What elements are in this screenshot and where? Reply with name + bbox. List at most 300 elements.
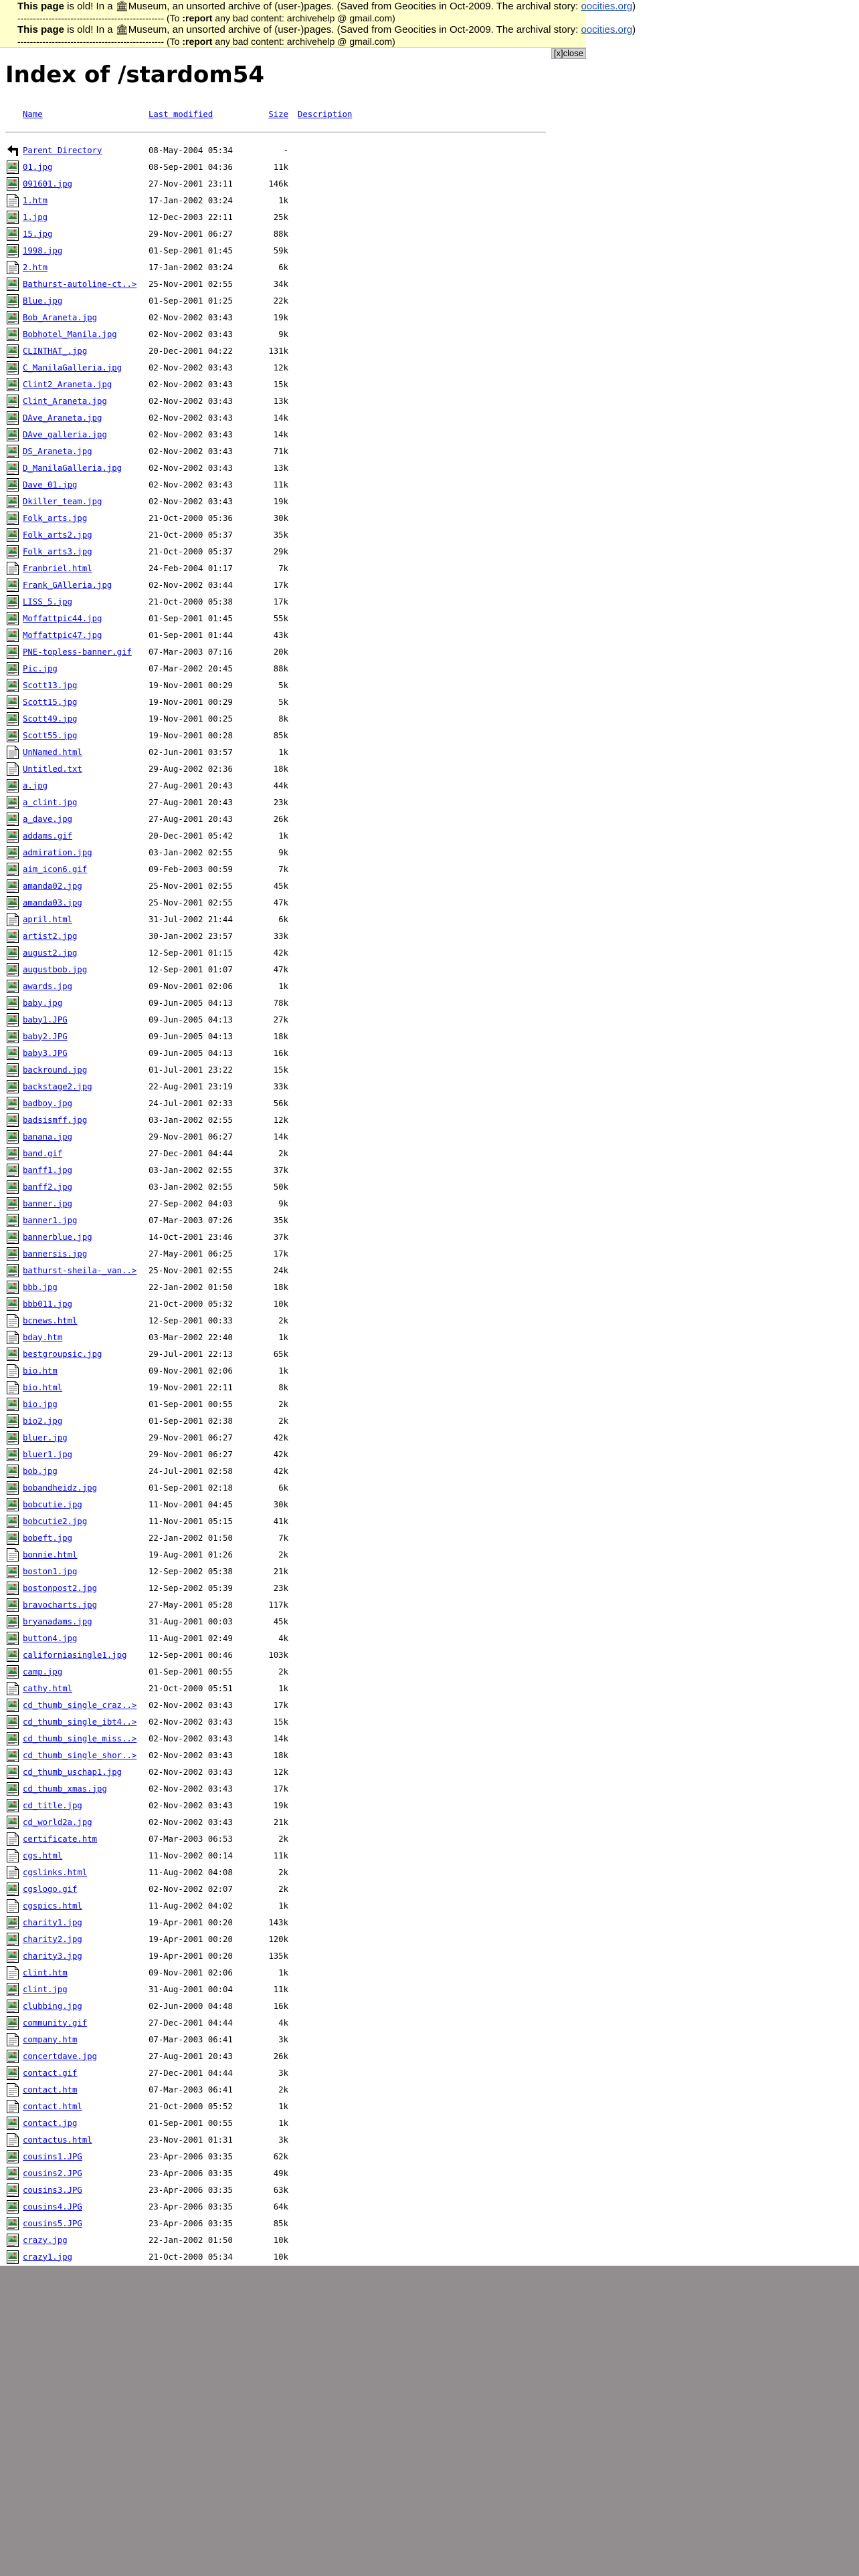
- file-link[interactable]: bio.jpg: [23, 1399, 58, 1409]
- file-link[interactable]: community.gif: [23, 2018, 88, 2028]
- file-modified: 21-Oct-2000 05:38: [149, 597, 233, 607]
- file-link[interactable]: banff2.jpg: [23, 1182, 73, 1192]
- archive-link[interactable]: oocities.org: [581, 24, 633, 35]
- file-link[interactable]: D_ManilaGalleria.jpg: [23, 463, 122, 473]
- file-row: [5, 175, 546, 192]
- file-modified: 25-Nov-2001 02:55: [149, 1265, 233, 1275]
- file-size: 12k: [273, 1767, 288, 1777]
- report-email: any bad content: archivehelp @ gmail.com): [212, 13, 395, 23]
- file-link[interactable]: Moffattpic44.jpg: [23, 613, 102, 623]
- sort-by-description-link[interactable]: Description: [298, 110, 353, 119]
- image-icon: [5, 1564, 23, 1579]
- file-modified: 29-Jul-2001 22:13: [149, 1349, 233, 1359]
- file-row: [5, 1580, 546, 1596]
- file-modified: 03-Jan-2002 02:55: [149, 1115, 233, 1125]
- file-modified: 01-Sep-2001 01:25: [149, 296, 233, 306]
- image-icon: [5, 1096, 23, 1111]
- image-icon: [5, 1046, 23, 1061]
- file-modified: 31-Jul-2002 21:44: [149, 914, 233, 924]
- file-row: [5, 2081, 546, 2098]
- file-row: [5, 576, 546, 593]
- file-link[interactable]: bonnie.html: [23, 1549, 78, 1560]
- file-link[interactable]: boston1.jpg: [23, 1566, 78, 1576]
- file-modified: 27-Dec-2001 04:44: [149, 1148, 233, 1158]
- file-link[interactable]: backround.jpg: [23, 1065, 88, 1075]
- file-link[interactable]: cd_thumb_uschap1.jpg: [23, 1767, 122, 1777]
- file-link[interactable]: charity2.jpg: [23, 1934, 82, 1944]
- image-icon: [5, 2049, 23, 2064]
- file-link[interactable]: contact.gif: [23, 2068, 78, 2078]
- file-link[interactable]: certificate.htm: [23, 1834, 98, 1844]
- file-link[interactable]: bestgroupsic.jpg: [23, 1349, 102, 1359]
- file-size: 6k: [278, 914, 288, 924]
- file-link[interactable]: Frank_GAlleria.jpg: [23, 580, 112, 590]
- file-link[interactable]: bannersis.jpg: [23, 1249, 88, 1259]
- file-modified: 23-Nov-2001 01:31: [149, 2135, 233, 2145]
- file-link[interactable]: Clint2_Araneta.jpg: [23, 379, 112, 389]
- file-modified: 25-Nov-2001 02:55: [149, 279, 233, 289]
- file-link[interactable]: bravocharts.jpg: [23, 1600, 98, 1610]
- file-row: [5, 877, 546, 894]
- banner-report-line: [0, 13, 586, 23]
- file-modified: 02-Nov-2002 03:43: [149, 413, 233, 423]
- image-icon: [5, 1497, 23, 1512]
- file-row: [5, 1195, 546, 1212]
- image-icon: [5, 427, 23, 442]
- file-size: 8k: [278, 714, 288, 724]
- file-row: [5, 961, 546, 978]
- file-link[interactable]: Folk_arts3.jpg: [23, 546, 92, 556]
- image-icon: [5, 845, 23, 860]
- file-link[interactable]: Untitled.txt: [23, 764, 82, 774]
- file-link[interactable]: Blue.jpg: [23, 296, 63, 306]
- banner-end: ): [632, 24, 636, 35]
- file-link[interactable]: contact.jpg: [23, 2118, 78, 2128]
- file-link[interactable]: charity3.jpg: [23, 1951, 82, 1961]
- file-link[interactable]: Scott15.jpg: [23, 697, 78, 707]
- file-link[interactable]: Pic.jpg: [23, 663, 58, 673]
- file-size: 88k: [273, 663, 288, 673]
- file-modified: 19-Nov-2001 00:28: [149, 730, 233, 740]
- file-size: 63k: [273, 2185, 288, 2195]
- file-modified: 21-Oct-2000 05:36: [149, 513, 233, 523]
- file-link[interactable]: bio2.jpg: [23, 1416, 63, 1426]
- file-size: 14k: [273, 1132, 288, 1142]
- file-modified: 02-Nov-2002 03:43: [149, 1767, 233, 1777]
- file-link[interactable]: banner1.jpg: [23, 1215, 78, 1225]
- file-row: [5, 2064, 546, 2081]
- file-modified: 11-Aug-2002 04:02: [149, 1901, 233, 1911]
- file-size: 2k: [278, 1399, 288, 1409]
- file-link[interactable]: bobcutie2.jpg: [23, 1516, 88, 1526]
- file-modified: 03-Mar-2002 22:40: [149, 1332, 233, 1342]
- file-link[interactable]: august2.jpg: [23, 948, 78, 958]
- file-link[interactable]: concertdave.jpg: [23, 2051, 98, 2061]
- file-modified: 27-Dec-2001 04:44: [149, 2018, 233, 2028]
- file-link[interactable]: crazy1.jpg: [23, 2252, 73, 2262]
- file-link[interactable]: aim_icon6.gif: [23, 864, 88, 874]
- file-row: [5, 2248, 546, 2265]
- file-link[interactable]: baby1.JPG: [23, 1014, 68, 1025]
- file-link[interactable]: cd_world2a.jpg: [23, 1817, 92, 1827]
- file-row: [5, 1329, 546, 1346]
- file-link[interactable]: a_dave.jpg: [23, 814, 73, 824]
- file-link[interactable]: augustbob.jpg: [23, 964, 88, 974]
- file-size: 3k: [278, 2068, 288, 2078]
- file-link[interactable]: banner.jpg: [23, 1198, 73, 1208]
- text-icon: [5, 2099, 23, 2114]
- file-size: 20k: [273, 647, 288, 657]
- file-link[interactable]: bluer.jpg: [23, 1432, 68, 1442]
- file-link[interactable]: CLINTHAT_.jpg: [23, 346, 88, 356]
- file-link[interactable]: bbb.jpg: [23, 1282, 58, 1292]
- text-icon: [5, 2032, 23, 2047]
- file-size: 135k: [268, 1951, 288, 1961]
- image-icon: [5, 895, 23, 910]
- file-link[interactable]: Scott13.jpg: [23, 680, 78, 690]
- file-modified: 11-Aug-2001 02:49: [149, 1633, 233, 1643]
- file-link[interactable]: bannerblue.jpg: [23, 1232, 92, 1242]
- file-link[interactable]: bobcutie.jpg: [23, 1499, 82, 1509]
- file-row: [5, 677, 546, 693]
- file-modified: 02-Nov-2002 03:43: [149, 379, 233, 389]
- file-link[interactable]: Clint_Araneta.jpg: [23, 396, 107, 406]
- blank-icon: [5, 107, 23, 122]
- text-icon: [5, 1865, 23, 1880]
- file-row: [5, 811, 546, 827]
- file-link[interactable]: bryanadams.jpg: [23, 1616, 92, 1626]
- file-row: [5, 1780, 546, 1797]
- file-modified: 01-Sep-2001 00:55: [149, 2118, 233, 2128]
- file-link[interactable]: charity1.jpg: [23, 1917, 82, 1927]
- file-link[interactable]: Parent Directory: [23, 145, 102, 155]
- file-modified: 29-Nov-2001 06:27: [149, 1132, 233, 1142]
- file-size: 23k: [273, 797, 288, 807]
- file-row: [5, 276, 546, 292]
- file-modified: 12-Sep-2001 00:33: [149, 1315, 233, 1325]
- file-link[interactable]: cgs.html: [23, 1850, 63, 1860]
- image-icon: [5, 795, 23, 810]
- file-row: [5, 1847, 546, 1864]
- file-link[interactable]: Dkiller_team.jpg: [23, 496, 102, 506]
- file-link[interactable]: bluer1.jpg: [23, 1449, 73, 1459]
- image-icon: [5, 1614, 23, 1629]
- image-icon: [5, 1982, 23, 1997]
- image-icon: [5, 962, 23, 977]
- file-size: 1k: [278, 981, 288, 991]
- file-link[interactable]: Folk_arts2.jpg: [23, 530, 92, 540]
- image-icon: [5, 310, 23, 325]
- sort-by-name-link[interactable]: Name: [23, 110, 43, 119]
- file-modified: 08-May-2004 05:34: [149, 145, 233, 155]
- file-modified: 21-Oct-2000 05:51: [149, 1683, 233, 1693]
- image-icon: [5, 2116, 23, 2131]
- file-link[interactable]: 01.jpg: [23, 162, 53, 172]
- file-link[interactable]: LISS_5.jpg: [23, 597, 73, 607]
- image-icon: [5, 2166, 23, 2181]
- file-modified: 01-Sep-2001 02:18: [149, 1483, 233, 1493]
- directory-listing: [5, 107, 546, 2265]
- file-row: [5, 1964, 546, 1981]
- file-size: 30k: [273, 1499, 288, 1509]
- file-row: [5, 1730, 546, 1747]
- file-link[interactable]: bathurst-sheila-_van..>: [23, 1265, 137, 1275]
- file-link[interactable]: 1.jpg: [23, 212, 48, 222]
- file-link[interactable]: a_clint.jpg: [23, 797, 78, 807]
- file-link[interactable]: company.htm: [23, 2034, 78, 2044]
- file-link[interactable]: cousins2.JPG: [23, 2168, 82, 2178]
- file-row: [5, 1763, 546, 1780]
- text-icon: [5, 1364, 23, 1378]
- file-size: 1k: [278, 747, 288, 757]
- file-row: [5, 2131, 546, 2148]
- file-modified: 29-Aug-2002 02:36: [149, 764, 233, 774]
- file-size: 146k: [268, 179, 288, 189]
- image-icon: [5, 661, 23, 676]
- file-modified: 11-Nov-2002 00:14: [149, 1850, 233, 1860]
- file-link[interactable]: bobandheidz.jpg: [23, 1483, 98, 1493]
- file-row: [5, 2165, 546, 2181]
- image-icon: [5, 1247, 23, 1261]
- file-size: 9k: [278, 1198, 288, 1208]
- file-link[interactable]: 1998.jpg: [23, 245, 63, 255]
- file-modified: 02-Nov-2002 03:43: [149, 362, 233, 372]
- file-modified: 02-Nov-2002 03:44: [149, 580, 233, 590]
- file-link[interactable]: bob.jpg: [23, 1466, 58, 1476]
- file-link[interactable]: bobeft.jpg: [23, 1533, 73, 1543]
- image-icon: [5, 1079, 23, 1094]
- file-link[interactable]: cd_thumb_single_miss..>: [23, 1733, 137, 1743]
- file-link[interactable]: cgslinks.html: [23, 1867, 88, 1877]
- image-icon: [5, 2149, 23, 2164]
- file-row: [5, 2048, 546, 2064]
- file-link[interactable]: 15.jpg: [23, 229, 53, 239]
- file-size: 26k: [273, 2051, 288, 2061]
- text-icon: [5, 762, 23, 776]
- banner-dash: ----------------------------------------------- (To: [17, 36, 183, 47]
- file-link[interactable]: bostonpost2.jpg: [23, 1583, 98, 1593]
- file-row: [5, 727, 546, 744]
- file-link[interactable]: admiration.jpg: [23, 847, 92, 857]
- file-size: 1k: [278, 1332, 288, 1342]
- file-link[interactable]: bcnews.html: [23, 1315, 78, 1325]
- image-icon: [5, 1949, 23, 1963]
- sort-by-modified-link[interactable]: Last modified: [149, 110, 213, 119]
- file-link[interactable]: april.html: [23, 914, 73, 924]
- file-link[interactable]: baby.jpg: [23, 998, 63, 1008]
- image-icon: [5, 1280, 23, 1295]
- file-link[interactable]: badsismff.jpg: [23, 1115, 88, 1125]
- file-link[interactable]: Moffattpic47.jpg: [23, 630, 102, 640]
- file-modified: 01-Sep-2001 00:55: [149, 1399, 233, 1409]
- file-link[interactable]: Bathurst-autoline-ct..>: [23, 279, 137, 289]
- file-row: [5, 844, 546, 861]
- file-modified: 14-Oct-2001 23:46: [149, 1232, 233, 1242]
- file-size: 19k: [273, 312, 288, 322]
- file-link[interactable]: Franbriel.html: [23, 563, 92, 573]
- file-modified: 07-Mar-2003 06:53: [149, 1834, 233, 1844]
- image-icon: [5, 444, 23, 459]
- file-modified: 25-Nov-2001 02:55: [149, 881, 233, 891]
- file-row: [5, 777, 546, 794]
- file-link[interactable]: PNE-topless-banner.gif: [23, 647, 132, 657]
- text-icon: [5, 1330, 23, 1345]
- file-link[interactable]: cousins1.JPG: [23, 2151, 82, 2161]
- file-row: [5, 142, 546, 158]
- file-modified: 29-Nov-2001 06:27: [149, 1432, 233, 1442]
- file-link[interactable]: cathy.html: [23, 1683, 73, 1693]
- file-link[interactable]: banana.jpg: [23, 1132, 73, 1142]
- file-link[interactable]: bday.htm: [23, 1332, 63, 1342]
- file-link[interactable]: cd_title.jpg: [23, 1800, 82, 1810]
- file-modified: 02-Nov-2002 03:43: [149, 1733, 233, 1743]
- file-row: [5, 1346, 546, 1362]
- file-modified: 19-Aug-2001 01:26: [149, 1549, 233, 1560]
- file-link[interactable]: button4.jpg: [23, 1633, 78, 1643]
- listing-header: [5, 107, 546, 122]
- file-modified: 02-Nov-2002 03:43: [149, 396, 233, 406]
- file-link[interactable]: 1.htm: [23, 195, 48, 205]
- file-rows: [5, 142, 546, 2265]
- file-link[interactable]: cousins5.JPG: [23, 2218, 82, 2228]
- file-row: [5, 209, 546, 225]
- file-link[interactable]: badboy.jpg: [23, 1098, 73, 1108]
- file-row: [5, 1111, 546, 1128]
- file-modified: 08-Sep-2001 04:36: [149, 162, 233, 172]
- file-size: 11k: [273, 1984, 288, 1994]
- file-link[interactable]: cd_thumb_single_craz..>: [23, 1700, 137, 1710]
- image-icon: [5, 862, 23, 877]
- image-icon: [5, 2183, 23, 2197]
- file-row: [5, 1830, 546, 1847]
- close-banner-button[interactable]: [x]close: [551, 48, 586, 59]
- file-row: [5, 526, 546, 543]
- file-size: 2k: [278, 1549, 288, 1560]
- file-row: [5, 1279, 546, 1295]
- file-link[interactable]: contactus.html: [23, 2135, 92, 2145]
- file-link[interactable]: 091601.jpg: [23, 179, 73, 189]
- file-modified: 09-Jun-2005 04:13: [149, 1031, 233, 1041]
- file-link[interactable]: baby2.JPG: [23, 1031, 68, 1041]
- image-icon: [5, 2233, 23, 2248]
- file-link[interactable]: Bobhotel_Manila.jpg: [23, 329, 117, 339]
- file-link[interactable]: Dave_01.jpg: [23, 479, 78, 490]
- file-link[interactable]: 2.htm: [23, 262, 48, 272]
- file-link[interactable]: amanda03.jpg: [23, 897, 82, 907]
- file-size: 44k: [273, 780, 288, 790]
- file-row: [5, 426, 546, 443]
- image-icon: [5, 628, 23, 643]
- file-modified: 01-Sep-2001 02:38: [149, 1416, 233, 1426]
- file-size: 33k: [273, 1081, 288, 1091]
- file-link[interactable]: artist2.jpg: [23, 931, 78, 941]
- file-link[interactable]: UnNamed.html: [23, 747, 82, 757]
- file-row: [5, 1680, 546, 1697]
- file-link[interactable]: addams.gif: [23, 831, 73, 841]
- file-link[interactable]: clubbing.jpg: [23, 2001, 82, 2011]
- file-link[interactable]: C_ManilaGalleria.jpg: [23, 362, 122, 372]
- file-modified: 12-Sep-2001 01:15: [149, 948, 233, 958]
- file-modified: 22-Jan-2002 01:50: [149, 1533, 233, 1543]
- file-link[interactable]: backstage2.jpg: [23, 1081, 92, 1091]
- file-size: 1k: [278, 1683, 288, 1693]
- file-modified: 01-Jul-2001 23:22: [149, 1065, 233, 1075]
- file-row: [5, 1881, 546, 1897]
- file-link[interactable]: cgspics.html: [23, 1901, 82, 1911]
- image-icon: [5, 1397, 23, 1412]
- file-link[interactable]: bbb011.jpg: [23, 1299, 73, 1309]
- file-link[interactable]: cd_thumb_xmas.jpg: [23, 1784, 107, 1794]
- file-modified: 27-Aug-2001 20:43: [149, 814, 233, 824]
- file-link[interactable]: banff1.jpg: [23, 1165, 73, 1175]
- file-row: [5, 1563, 546, 1580]
- file-link[interactable]: a.jpg: [23, 780, 48, 790]
- file-link[interactable]: DAve_galleria.jpg: [23, 429, 107, 439]
- image-icon: [5, 979, 23, 994]
- file-modified: 03-Jan-2002 02:55: [149, 1182, 233, 1192]
- file-modified: 21-Oct-2000 05:37: [149, 530, 233, 540]
- image-icon: [5, 946, 23, 960]
- text-icon: [5, 912, 23, 927]
- file-link[interactable]: Bob_Araneta.jpg: [23, 312, 98, 322]
- file-link[interactable]: californiasingle1.jpg: [23, 1650, 127, 1660]
- file-link[interactable]: cousins4.JPG: [23, 2202, 82, 2212]
- file-size: 14k: [273, 413, 288, 423]
- file-link[interactable]: DS_Araneta.jpg: [23, 446, 92, 456]
- file-link[interactable]: cousins3.JPG: [23, 2185, 82, 2195]
- file-modified: 12-Sep-2002 05:38: [149, 1566, 233, 1576]
- file-modified: 12-Sep-2002 05:39: [149, 1583, 233, 1593]
- file-link[interactable]: bio.html: [23, 1382, 63, 1392]
- file-row: [5, 326, 546, 342]
- file-link[interactable]: clint.htm: [23, 1967, 68, 1977]
- image-icon: [5, 1196, 23, 1211]
- file-row: [5, 994, 546, 1011]
- file-link[interactable]: amanda02.jpg: [23, 881, 82, 891]
- file-modified: 21-Oct-2000 05:32: [149, 1299, 233, 1309]
- file-size: 2k: [278, 1148, 288, 1158]
- archive-link[interactable]: oocities.org: [581, 1, 633, 12]
- file-link[interactable]: clint.jpg: [23, 1984, 68, 1994]
- file-modified: 25-Nov-2001 02:55: [149, 897, 233, 907]
- file-link[interactable]: bio.htm: [23, 1366, 58, 1376]
- file-link[interactable]: cd_thumb_single_shor..>: [23, 1750, 137, 1760]
- image-icon: [5, 1163, 23, 1178]
- file-link[interactable]: cd_thumb_single_ibt4..>: [23, 1717, 137, 1727]
- file-link[interactable]: Scott55.jpg: [23, 730, 78, 740]
- report-email: any bad content: archivehelp @ gmail.com): [212, 36, 395, 47]
- file-link[interactable]: DAve_Araneta.jpg: [23, 413, 102, 423]
- file-link[interactable]: band.gif: [23, 1148, 63, 1158]
- file-size: 7k: [278, 1533, 288, 1543]
- file-link[interactable]: Folk_arts.jpg: [23, 513, 88, 523]
- file-link[interactable]: camp.jpg: [23, 1667, 63, 1677]
- file-modified: 02-Nov-2002 03:43: [149, 1700, 233, 1710]
- file-link[interactable]: crazy.jpg: [23, 2235, 68, 2245]
- file-size: 131k: [268, 346, 288, 356]
- file-link[interactable]: contact.htm: [23, 2084, 78, 2095]
- sort-by-size-link[interactable]: Size: [268, 110, 288, 119]
- file-size: 6k: [278, 1483, 288, 1493]
- file-link[interactable]: Scott49.jpg: [23, 714, 78, 724]
- file-link[interactable]: awards.jpg: [23, 981, 73, 991]
- file-row: [5, 493, 546, 510]
- file-link[interactable]: contact.html: [23, 2101, 82, 2111]
- file-row: [5, 627, 546, 643]
- text-icon: [5, 260, 23, 275]
- file-link[interactable]: cgslogo.gif: [23, 1884, 78, 1894]
- file-link[interactable]: baby3.JPG: [23, 1048, 68, 1058]
